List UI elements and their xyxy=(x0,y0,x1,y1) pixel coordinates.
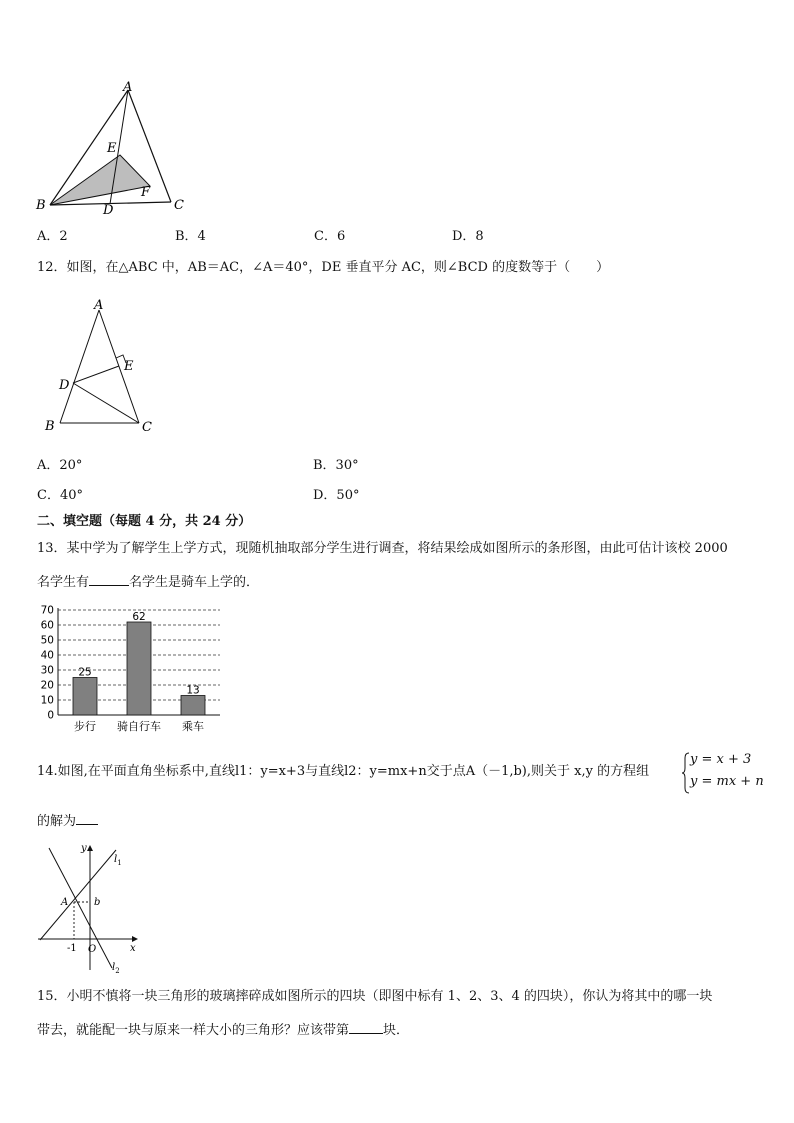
q11-label-f: F xyxy=(141,185,151,200)
q14-answer-blank[interactable] xyxy=(76,810,98,825)
section-fill-in-title: 二、填空题（每题 4 分，共 24 分） xyxy=(37,514,252,529)
label-neg1: -1 xyxy=(67,943,77,954)
q13-bar-chart xyxy=(30,602,230,736)
q14-stem-line1: 14.如图,在平面直角坐标系中,直线l1：y=x+3与直线l2：y=mx+n交于点A（－1,b),则关于 x,y 的方程组 xyxy=(37,764,650,779)
x-category-label: 骑自行车 xyxy=(117,720,161,733)
q14-stem-line2 xyxy=(37,810,98,831)
q13-line2-post: 名学生是骑车上学的． xyxy=(129,575,260,590)
q11-shaded-triangle xyxy=(50,155,150,205)
q12-segment-dc xyxy=(73,383,139,423)
bar xyxy=(181,696,205,716)
q14-line2-pre: 的解为 xyxy=(37,814,77,829)
q12-label-a: A xyxy=(94,298,104,313)
y-axis-arrow-icon xyxy=(87,845,93,851)
q13-stem-line1: 13．某中学为了解学生上学方式，现随机抽取部分学生进行调查，将结果绘成如图所示的条形图，由此可估计该校 2000 xyxy=(37,541,728,556)
q12-option-a[interactable]: A．20° xyxy=(37,458,83,473)
label-l1: $l_1$ xyxy=(114,854,122,867)
q12-label-c: C xyxy=(142,420,152,435)
q11-option-d[interactable]: D．8 xyxy=(452,229,484,244)
bar-data-label: 13 xyxy=(186,684,200,697)
bar-data-label: 62 xyxy=(132,611,146,623)
label-b: b xyxy=(94,897,101,908)
q12-figure xyxy=(38,296,168,438)
q15-stem-line2 xyxy=(37,1019,409,1040)
q12-option-b[interactable]: B．30° xyxy=(313,458,359,473)
x-category-label: 步行 xyxy=(74,720,96,733)
y-tick-label: 60 xyxy=(40,619,54,632)
q15-answer-blank[interactable] xyxy=(349,1019,383,1034)
left-brace-icon xyxy=(682,752,690,794)
q11-label-c: C xyxy=(174,198,184,213)
y-tick-label: 10 xyxy=(40,694,54,707)
q14-equation-1: y = x + 3 xyxy=(690,752,752,767)
q12-segment-de xyxy=(73,366,119,383)
q11-label-e: E xyxy=(107,141,117,156)
q15-stem-line1: 15．小明不慎将一块三角形的玻璃摔碎成如图所示的四块（即图中标有 1、2、3、4 的四块），你认为将其中的哪一块 xyxy=(37,989,713,1004)
q11-label-d: D xyxy=(103,203,114,218)
label-x: x xyxy=(130,943,136,954)
q15-line2-pre: 带去，就能配一块与原来一样大小的三角形？应该带第 xyxy=(37,1023,350,1038)
q14-coordinate-figure xyxy=(30,840,145,978)
q13-line2-pre: 名学生有 xyxy=(37,575,90,590)
x-axis-arrow-icon xyxy=(132,936,138,942)
q11-label-b: B xyxy=(36,198,46,213)
label-l2: $l_2$ xyxy=(112,962,120,975)
q11-figure xyxy=(30,78,200,218)
q12-option-c[interactable]: C．40° xyxy=(37,488,83,503)
q13-answer-blank[interactable] xyxy=(89,571,129,586)
label-y: y xyxy=(81,843,87,854)
y-tick-label: 0 xyxy=(47,709,54,722)
q14-equation-2: y = mx + n xyxy=(690,774,764,789)
x-category-label: 乘车 xyxy=(182,720,204,733)
q12-label-e: E xyxy=(124,359,134,374)
q11-option-c[interactable]: C．6 xyxy=(314,229,346,244)
q11-label-a: A xyxy=(123,80,133,95)
q11-option-b[interactable]: B．4 xyxy=(175,229,206,244)
q12-stem: 12．如图，在△ABC 中，AB＝AC，∠A＝40°，DE 垂直平分 AC，则∠BCD 的度数等于（ ） xyxy=(37,260,610,275)
q13-stem-line2 xyxy=(37,571,259,592)
q11-option-a[interactable]: A．2 xyxy=(37,229,68,244)
bar-data-label: 25 xyxy=(78,666,92,679)
q15-line2-post: 块． xyxy=(383,1023,410,1038)
line-l1 xyxy=(40,850,116,940)
bar xyxy=(73,678,97,716)
q12-side-ab xyxy=(60,310,99,423)
label-point-a: A xyxy=(61,897,69,908)
y-tick-label: 70 xyxy=(40,604,54,617)
bar xyxy=(127,622,151,715)
y-tick-label: 30 xyxy=(40,664,54,677)
q12-label-d: D xyxy=(59,378,70,393)
y-tick-label: 40 xyxy=(40,649,54,662)
y-tick-label: 50 xyxy=(40,634,54,647)
y-tick-label: 20 xyxy=(40,679,54,692)
q12-option-d[interactable]: D．50° xyxy=(313,488,360,503)
q12-label-b: B xyxy=(45,419,55,434)
label-origin: O xyxy=(88,944,97,955)
